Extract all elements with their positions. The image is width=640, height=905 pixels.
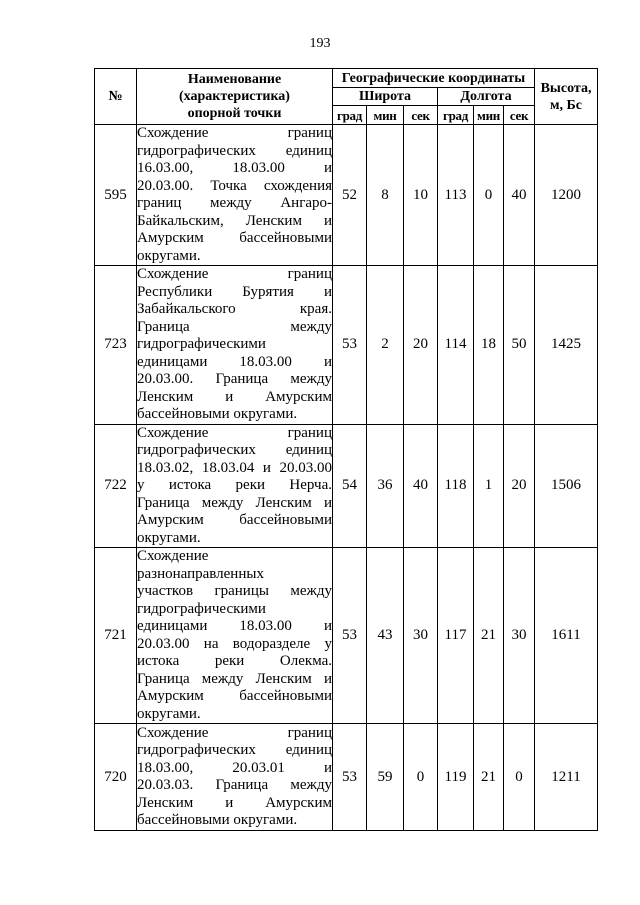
header-name: Наименование (характеристика) опорной точки — [137, 69, 333, 125]
cell-lat-deg: 53 — [333, 548, 367, 724]
description-line: Амурским бассейновыми — [137, 512, 332, 528]
description-line: 20.03.00. Точка схождения — [137, 177, 332, 194]
coordinates-table — [94, 68, 598, 831]
header-longitude: Долгота — [438, 88, 535, 106]
cell-lon-sec: 50 — [504, 266, 535, 425]
description-line: Забайкальского края. — [137, 301, 332, 317]
cell-lon-sec: 30 — [504, 548, 535, 724]
header-lat-deg: град — [333, 106, 367, 125]
description-line: гидрографических единиц — [137, 142, 332, 159]
description-line: Схождение границ — [137, 424, 332, 441]
table-row — [95, 548, 598, 724]
header-number: № — [95, 69, 137, 125]
description-line: Ленским и Амурским — [137, 794, 332, 811]
cell-lat-min: 43 — [367, 548, 404, 724]
cell-lon-deg: 114 — [438, 266, 474, 425]
cell-lat-min: 8 — [367, 125, 404, 266]
description-line: истока реки Олекма. — [137, 653, 332, 669]
description-line: границ между Ангаро- — [137, 195, 332, 211]
description-line: Байкальским, Ленским и — [137, 212, 332, 229]
cell-height: 1211 — [535, 724, 598, 831]
header-lat-sec: сек — [404, 106, 438, 125]
description-line: гидрографическими — [137, 600, 266, 617]
row-number: 723 — [95, 266, 137, 425]
header-latitude: Широта — [333, 88, 438, 106]
description-line: гидрографических единиц — [137, 742, 332, 758]
description-line: Схождение — [137, 548, 209, 564]
cell-lat-min: 59 — [367, 724, 404, 831]
description-line: Республики Бурятия и — [137, 283, 332, 300]
cell-lat-deg: 53 — [333, 724, 367, 831]
description-line: округами. — [137, 705, 201, 722]
cell-height: 1611 — [535, 548, 598, 724]
cell-lon-min: 21 — [474, 548, 504, 724]
cell-height: 1200 — [535, 125, 598, 266]
description-line: округами. — [137, 529, 201, 546]
row-number: 722 — [95, 424, 137, 548]
description-line: Амурским бассейновыми — [137, 688, 332, 704]
description-line: бассейновыми округами. — [137, 406, 298, 422]
cell-lon-deg: 117 — [438, 548, 474, 724]
description-line: у истока реки Нерча. — [137, 477, 332, 493]
cell-lon-min: 18 — [474, 266, 504, 425]
cell-lat-sec: 40 — [404, 424, 438, 548]
row-description — [137, 125, 333, 266]
cell-lat-sec: 10 — [404, 125, 438, 266]
cell-lat-deg: 52 — [333, 125, 367, 266]
description-line: Граница между Ленским и — [137, 494, 332, 511]
description-line: Ленским и Амурским — [137, 388, 332, 405]
cell-lat-min: 36 — [367, 424, 404, 548]
description-line: 20.03.00. Граница между — [137, 371, 332, 387]
cell-lon-sec: 20 — [504, 424, 535, 548]
description-line: Граница между Ленским и — [137, 670, 332, 687]
header-lon-sec: сек — [504, 106, 535, 125]
header-height: Высота, м, Бс — [535, 69, 598, 125]
row-number: 720 — [95, 724, 137, 831]
description-line: бассейновыми округами. — [137, 812, 298, 828]
description-line: 20.03.03. Граница между — [137, 777, 332, 793]
table-row — [95, 424, 598, 548]
description-line: 16.03.00, 18.03.00 и — [137, 160, 332, 176]
description-line: Схождение границ — [137, 266, 332, 282]
page-number: 193 — [309, 36, 331, 51]
row-number: 721 — [95, 548, 137, 724]
row-description — [137, 266, 333, 425]
cell-lon-sec: 0 — [504, 724, 535, 831]
description-line: единицами 18.03.00 и — [137, 353, 332, 370]
table-row — [95, 724, 598, 831]
cell-lon-sec: 40 — [504, 125, 535, 266]
cell-lat-sec: 20 — [404, 266, 438, 425]
table-row — [95, 125, 598, 266]
row-description — [137, 548, 333, 724]
description-line: разнонаправленных — [137, 565, 264, 582]
description-line: округами. — [137, 247, 201, 264]
cell-lon-min: 21 — [474, 724, 504, 831]
description-line: Схождение границ — [137, 125, 332, 141]
header-lon-min: мин — [474, 106, 504, 125]
cell-lon-deg: 118 — [438, 424, 474, 548]
row-description — [137, 724, 333, 831]
description-line: 20.03.00 на водоразделе у — [137, 635, 332, 652]
cell-height: 1506 — [535, 424, 598, 548]
cell-lon-min: 0 — [474, 125, 504, 266]
cell-lat-sec: 0 — [404, 724, 438, 831]
description-line: единицами 18.03.00 и — [137, 618, 332, 634]
description-line: Граница между — [137, 318, 332, 335]
cell-lat-min: 2 — [367, 266, 404, 425]
cell-lat-sec: 30 — [404, 548, 438, 724]
description-line: 18.03.00, 20.03.01 и — [137, 759, 332, 776]
cell-lat-deg: 53 — [333, 266, 367, 425]
row-description — [137, 424, 333, 548]
description-line: 18.03.02, 18.03.04 и 20.03.00 — [137, 459, 332, 476]
cell-lat-deg: 54 — [333, 424, 367, 548]
table-row — [95, 266, 598, 425]
description-line: Амурским бассейновыми — [137, 230, 332, 246]
description-line: гидрографическими — [137, 336, 266, 352]
header-lon-deg: град — [438, 106, 474, 125]
description-line: участков границы между — [137, 583, 332, 599]
header-lat-min: мин — [367, 106, 404, 125]
row-number: 595 — [95, 125, 137, 266]
cell-lon-deg: 113 — [438, 125, 474, 266]
description-line: Схождение границ — [137, 724, 332, 741]
cell-height: 1425 — [535, 266, 598, 425]
cell-lon-deg: 119 — [438, 724, 474, 831]
cell-lon-min: 1 — [474, 424, 504, 548]
description-line: гидрографических единиц — [137, 442, 332, 458]
header-geo-coordinates: Географические координаты — [333, 69, 535, 88]
